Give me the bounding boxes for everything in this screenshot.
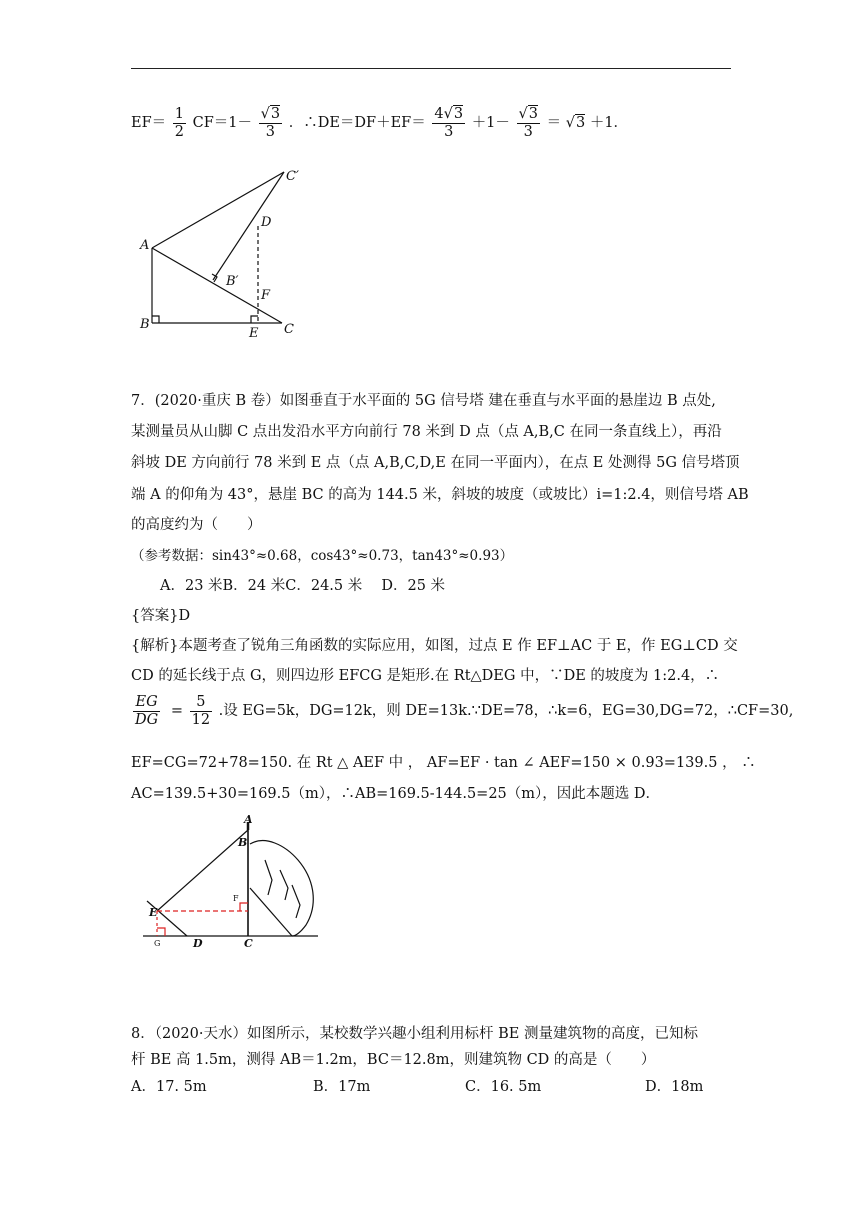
- root3-result: √ 3: [566, 114, 585, 131]
- fraction-5-12: $\frac{5}{12}$: [191, 694, 211, 728]
- figure-2-signal-tower: [140, 810, 325, 960]
- label-E: E: [149, 906, 158, 919]
- plus-one-minus: ＋1－: [471, 115, 510, 132]
- q8-option-c: C．16. 5m: [465, 1079, 542, 1095]
- seg-Cp-Bp: [213, 172, 284, 280]
- right-angle-E: [251, 316, 258, 323]
- cf-part: CF＝1－: [192, 115, 252, 132]
- seg-AC-prime: [152, 172, 284, 248]
- q7-answer: {答案}D: [131, 608, 191, 624]
- cliff-outline: [250, 841, 313, 936]
- q7-analysis-3: $\frac{EG}{DG}$ = $\frac{5}{12}$ .设 EG=5k，DG=12k，则 DE=13k.∵DE=78，∴k=6，EG=30,DG=72，∴CF=30,: [135, 694, 794, 728]
- q7-line-4: 端 A 的仰角为 43°，悬崖 BC 的高为 144.5 米，斜坡的坡度（或坡比）i=1:2.4，则信号塔 AB: [131, 487, 749, 503]
- label-B-prime: B′: [226, 274, 239, 289]
- tail: ＋1．: [589, 115, 629, 132]
- label-C: C: [244, 937, 253, 950]
- label-A: A: [244, 813, 253, 826]
- header-rule: [131, 68, 731, 69]
- label-C-prime: C′: [286, 169, 299, 184]
- q7-line-5: 的高度约为（ ）: [131, 517, 262, 533]
- q7-analysis-5: AC=139.5+30=169.5（m），∴AB=169.5-144.5=25（m），因此本题选 D．: [131, 786, 661, 802]
- label-D: D: [261, 215, 272, 230]
- label-A: A: [140, 238, 150, 253]
- q7-analysis-4: EF=CG=72+78=150. 在 Rt △ AEF 中 ， AF=EF · tan ∠ AEF=150 × 0.93=139.5 ， ∴: [131, 755, 756, 771]
- label-E: E: [249, 326, 259, 341]
- q7-analysis-1: {解析}本题考查了锐角三角函数的实际应用，如图，过点 E 作 EF⊥AC 于 E，作 EG⊥CD 交: [131, 638, 738, 654]
- q8-option-b: B．17m: [313, 1079, 371, 1095]
- cliff-hatch-1: [265, 860, 272, 895]
- q8-line-1: 8．（2020·天水）如图所示，某校数学兴趣小组利用标杆 BE 测量建筑物的高度，已知标: [131, 1026, 698, 1042]
- q8-option-d: D．18m: [645, 1079, 704, 1095]
- right-angle-F-red: [240, 903, 248, 911]
- label-D: D: [193, 937, 203, 950]
- cliff-hatch-3: [292, 885, 300, 918]
- fraction-half: $\frac{1}{2}$: [174, 106, 184, 140]
- cliff-hatch-2: [280, 870, 288, 900]
- ef-label: EF＝: [131, 115, 167, 132]
- q7-analysis-2: CD 的延长线于点 G，则四边形 EFCG 是矩形.在 Rt△DEG 中，∵DE 的坡度为 1:2.4，∴: [131, 668, 720, 684]
- equals: ＝: [546, 115, 562, 132]
- label-B: B: [140, 317, 150, 332]
- right-angle-G-red: [157, 928, 165, 936]
- figure-1-triangle: [130, 160, 310, 345]
- label-F: F: [261, 288, 271, 303]
- prev-solution-line: [131, 106, 628, 140]
- fraction-eg-dg: $\frac{EG}{DG}$: [135, 694, 159, 728]
- q7-line-2: 某测量员从山脚 C 点出发沿水平方向前行 78 米到 D 点（点 A,B,C 在同一条直线上），再沿: [131, 424, 722, 440]
- fraction-root3-over-3-b: √ $\frac{3}{3}$: [517, 106, 540, 140]
- label-F: F: [233, 894, 239, 903]
- fraction-root3-over-3: √ $\frac{3}{3}$: [259, 106, 282, 140]
- q7-line-1: 7．(2020·重庆 B 卷）如图垂直于水平面的 5G 信号塔 建在垂直与水平面的悬崖边 B 点处,: [131, 393, 716, 409]
- label-B: B: [238, 836, 248, 849]
- q8-line-2: 杆 BE 高 1.5m，测得 AB＝1.2m，BC＝12.8m，则建筑物 CD 的高是（ ）: [131, 1052, 656, 1068]
- label-G: G: [154, 939, 161, 948]
- q7-analysis-3-text: .设 EG=5k，DG=12k，则 DE=13k.∵DE=78，∴k=6，EG=30,DG=72，∴CF=30,: [218, 703, 794, 720]
- q8-option-a: A．17. 5m: [131, 1079, 207, 1095]
- fraction-4root3-over-3: $\frac{4√ 3}{3}$: [432, 106, 465, 140]
- seg-AC: [152, 248, 282, 323]
- therefore-de: ．∴DE＝DF＋EF＝: [288, 115, 426, 132]
- q7-options: A．23 米B．24 米C．24.5 米 D．25 米: [160, 578, 446, 594]
- q7-line-3: 斜坡 DE 方向前行 78 米到 E 点（点 A,B,C,D,E 在同一平面内），在点 E 处测得 5G 信号塔顶: [131, 455, 740, 471]
- right-angle-B: [152, 316, 159, 323]
- label-C: C: [284, 322, 294, 337]
- q7-reference-data: （参考数据：sin43°≈0.68，cos43°≈0.73，tan43°≈0.93）: [131, 548, 514, 564]
